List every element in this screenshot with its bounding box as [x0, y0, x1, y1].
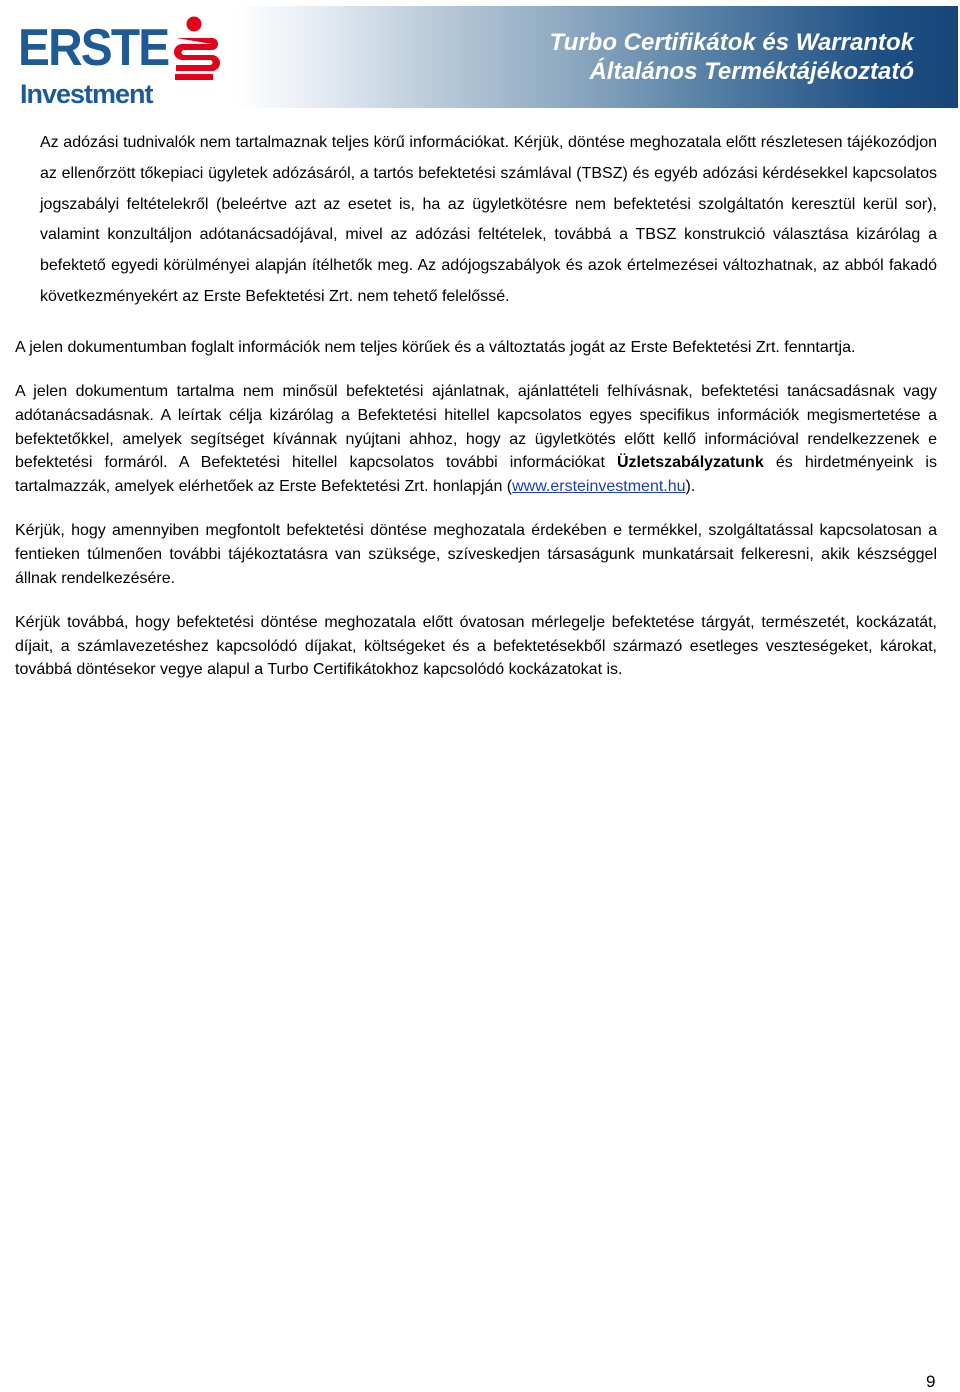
ersteinvestment-website-link[interactable]: www.ersteinvestment.hu [512, 477, 686, 495]
business-rules-bold-text: Üzletszabályzatunk [617, 454, 764, 472]
logo-brand-text: ERSTE [18, 19, 169, 77]
information-incomplete-paragraph: A jelen dokumentumban foglalt információk nem teljes körűek és a változtatás jogát az Erste Befektetési Zrt. fenntartja. [15, 338, 856, 356]
risk-consideration-paragraph: Kérjük továbbá, hogy befektetési döntése meghozatala előtt óvatosan mérlegelje befektetése tárgyát, természetét, kockázatát, díjait, a számlavezetéshez kapcsolódó díjakat, költségeket és a befektetésekből származó esetleges veszteségeket, károkat, továbbá döntésekor vegye alapul a Turbo Certifikátokhoz kapcsolódó kockázatokat is. [15, 614, 937, 679]
page-number: 9 [926, 1372, 936, 1391]
erste-investment-logo [18, 16, 218, 111]
paragraph-text: A jelen dokumentum tartalma nem minősül befektetési ajánlatnak, ajánlattételi felhívásnak, befektetési tanácsadásnak vagy adótanácsadásnak. A leírtak célja kizárólag a Befektetési hitellel kapcsolatos egyes specifikus információk megismertetése a befektetőkkel, amelyek segítséget kívánnak nyújtani ahhoz, hogy az ügyletkötés előtt kellő információval rendelkezzenek e befektetési formáról. A Befektetési hitellel kapcsolatos további információkat [15, 383, 937, 472]
document-title [549, 28, 914, 86]
paragraph-text: és hirdetményeink is tartalmazzák, amelyek elérhetőek az Erste Befektetési Zrt. honlapján ( [15, 454, 937, 495]
not-investment-advice-paragraph [15, 380, 937, 498]
document-body [15, 128, 937, 682]
contact-staff-paragraph: Kérjük, hogy amennyiben megfontolt befektetési döntése meghozatala érdekében e termékkel, szolgáltatással kapcsolatosan a fentieken túlmenően további tájékoztatásra van szüksége, szíveskedjen társaságunk munkatársait felkeresni, akik készséggel állnak rendelkezésére. [15, 522, 937, 587]
erste-s-mark-icon [168, 16, 220, 86]
paragraph-text: ). [685, 477, 696, 495]
logo-sub-text: Investment [20, 79, 153, 109]
document-title-line2: Általános Terméktájékoztató [589, 58, 914, 85]
document-title-line1: Turbo Certifikátok és Warrantok [549, 29, 914, 56]
page-header [8, 6, 958, 108]
tax-disclaimer-paragraph: Az adózási tudnivalók nem tartalmaznak teljes körű információkat. Kérjük, döntése meghozatala előtt részletesen tájékozódjon az ellenőrzött tőkepiaci ügyletek adózásáról, a tartós befektetési számlával (TBSZ) és egyéb adózási kérdésekkel kapcsolatos jogszabályi feltételekről (beleértve azt az esetet is, ha az ügyletkötésre nem befektetési szolgáltatón keresztül kerül sor), valamint konzultáljon adótanácsadójával, mivel az adózási feltételek, továbbá a TBSZ konstrukció választása kizárólag a befektető egyedi körülményei alapján ítélhetők meg. Az adójogszabályok és azok értelmezései változhatnak, az abból fakadó következményekért az Erste Befektetési Zrt. nem tehető felelőssé. [40, 134, 937, 305]
